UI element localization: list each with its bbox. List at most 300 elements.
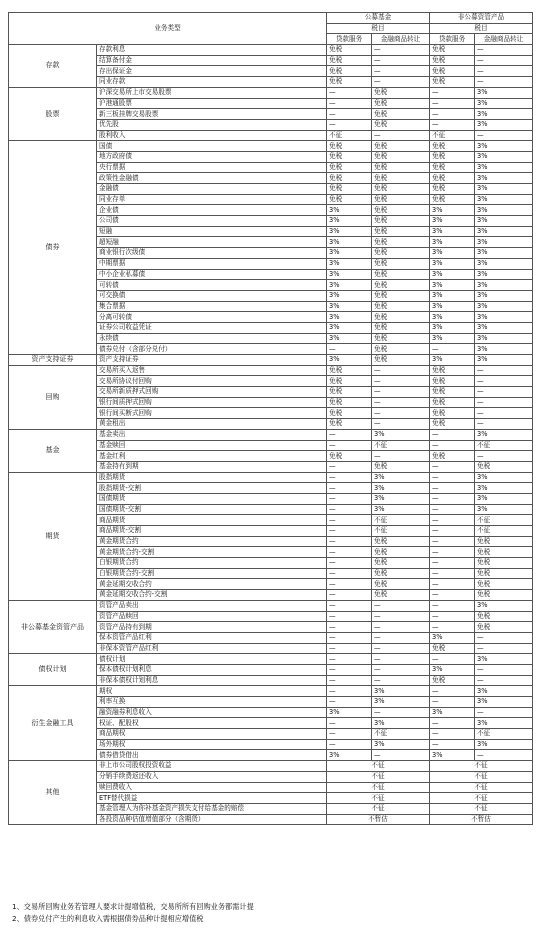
value-cell: 3% (475, 355, 533, 366)
value-cell: — (430, 654, 475, 665)
row-label: 新三板挂牌交易股票 (97, 109, 327, 120)
value-cell: — (327, 632, 372, 643)
value-cell: 3% (475, 248, 533, 259)
value-cell: — (475, 365, 533, 376)
value-cell: — (327, 344, 372, 355)
value-cell: — (372, 664, 430, 675)
value-cell: 免税 (430, 376, 475, 387)
value-cell: — (430, 622, 475, 633)
row-label: 分销手续费返还收入 (97, 771, 327, 782)
value-cell: — (372, 365, 430, 376)
value-cell: 3% (372, 429, 430, 440)
value-cell: — (372, 451, 430, 462)
row-label: 沪港通股票 (97, 98, 327, 109)
value-cell: — (430, 109, 475, 120)
value-cell: 3% (430, 355, 475, 366)
value-cell: 3% (327, 301, 372, 312)
header-tax-item: 税目 (327, 23, 430, 34)
row-label: 中期票据 (97, 258, 327, 269)
value-cell: 免税 (372, 344, 430, 355)
value-cell: — (372, 77, 430, 88)
value-cell: 3% (475, 697, 533, 708)
value-cell: 3% (475, 483, 533, 494)
value-cell: — (430, 472, 475, 483)
value-cell: 3% (430, 248, 475, 259)
header-tax-item: 税目 (430, 23, 533, 34)
value-cell: — (327, 622, 372, 633)
value-cell: 3% (327, 226, 372, 237)
table-row (9, 429, 533, 440)
value-cell: — (430, 558, 475, 569)
row-label: 超短融 (97, 237, 327, 248)
value-cell: 3% (475, 98, 533, 109)
header-loan-service: 贷款服务 (327, 34, 372, 45)
value-cell: 不暂估 (327, 814, 430, 825)
value-cell: 3% (327, 312, 372, 323)
value-cell: — (327, 429, 372, 440)
value-cell: 免税 (327, 66, 372, 77)
value-cell: 免税 (430, 397, 475, 408)
value-cell: 免税 (327, 77, 372, 88)
value-cell: 免税 (372, 237, 430, 248)
value-cell: — (372, 600, 430, 611)
value-cell: 3% (327, 750, 372, 761)
value-cell: 不征 (327, 803, 430, 814)
value-cell: 3% (475, 216, 533, 227)
value-cell: — (430, 440, 475, 451)
row-label: 债券兑付（含部分兑付） (97, 344, 327, 355)
value-cell: — (327, 504, 372, 515)
category-cell: 债券 (9, 141, 97, 355)
row-label: 商业银行次级债 (97, 248, 327, 259)
value-cell: 3% (372, 493, 430, 504)
value-cell: 3% (327, 237, 372, 248)
value-cell: — (327, 547, 372, 558)
value-cell: — (475, 55, 533, 66)
value-cell: — (327, 697, 372, 708)
value-cell: 不征 (430, 130, 475, 141)
value-cell: 3% (475, 226, 533, 237)
row-label: 黄金期货合约 (97, 536, 327, 547)
value-cell: 不征 (430, 761, 533, 772)
row-label: 国债期货-交割 (97, 504, 327, 515)
value-cell: — (430, 87, 475, 98)
value-cell: 3% (475, 173, 533, 184)
value-cell: — (430, 611, 475, 622)
value-cell: — (327, 536, 372, 547)
value-cell: 3% (430, 750, 475, 761)
value-cell: 免税 (372, 216, 430, 227)
value-cell: 免税 (372, 258, 430, 269)
value-cell: 3% (475, 184, 533, 195)
value-cell: 免税 (372, 568, 430, 579)
value-cell: 不征 (475, 515, 533, 526)
value-cell: 不征 (372, 526, 430, 537)
row-label: 交易所买入返售 (97, 365, 327, 376)
row-label: 黄金延期交收合约 (97, 579, 327, 590)
row-label: 优先股 (97, 119, 327, 130)
value-cell: 免税 (372, 355, 430, 366)
value-cell: 免税 (475, 568, 533, 579)
value-cell: — (475, 707, 533, 718)
value-cell: — (327, 729, 372, 740)
row-label: 资管产品持有到期 (97, 622, 327, 633)
value-cell: — (475, 675, 533, 686)
value-cell: 不征 (327, 761, 430, 772)
value-cell: — (327, 590, 372, 601)
value-cell: 3% (372, 697, 430, 708)
table-row (9, 600, 533, 611)
value-cell: — (327, 686, 372, 697)
value-cell: 免税 (372, 322, 430, 333)
row-label: 黄金延期交收合约-交割 (97, 590, 327, 601)
value-cell: 免税 (327, 194, 372, 205)
value-cell: — (475, 376, 533, 387)
row-label: 基金持有到期 (97, 461, 327, 472)
value-cell: 3% (475, 151, 533, 162)
value-cell: — (372, 130, 430, 141)
value-cell: — (430, 526, 475, 537)
value-cell: 免税 (475, 461, 533, 472)
value-cell: — (372, 408, 430, 419)
value-cell: 3% (430, 333, 475, 344)
row-label: 股指期货-交割 (97, 483, 327, 494)
value-cell: — (327, 568, 372, 579)
row-label: 存出保证金 (97, 66, 327, 77)
value-cell: 3% (327, 205, 372, 216)
value-cell: — (475, 632, 533, 643)
category-cell: 其他 (9, 761, 97, 825)
row-label: 利率互换 (97, 697, 327, 708)
row-label: 债券借贷借出 (97, 750, 327, 761)
table-row (9, 472, 533, 483)
value-cell: 不暂估 (430, 814, 533, 825)
value-cell: 3% (327, 322, 372, 333)
value-cell: 免税 (327, 387, 372, 398)
value-cell: 不征 (327, 130, 372, 141)
value-cell: 3% (475, 429, 533, 440)
row-label: 商品期货-交割 (97, 526, 327, 537)
value-cell: 免税 (372, 290, 430, 301)
value-cell: 不征 (430, 793, 533, 804)
header-non-public: 非公募资管产品 (430, 13, 533, 24)
row-label: 场外期权 (97, 739, 327, 750)
value-cell: 免税 (372, 98, 430, 109)
value-cell: 免税 (372, 579, 430, 590)
table-row (9, 141, 533, 152)
value-cell: — (327, 558, 372, 569)
row-label: 黄金租出 (97, 419, 327, 430)
value-cell: 免税 (327, 365, 372, 376)
table-row (9, 365, 533, 376)
row-label: 政策性金融债 (97, 173, 327, 184)
value-cell: 3% (475, 194, 533, 205)
row-label: 保本资管产品红利 (97, 632, 327, 643)
value-cell: 3% (475, 654, 533, 665)
value-cell: — (475, 419, 533, 430)
row-label: 基金红利 (97, 451, 327, 462)
value-cell: — (372, 675, 430, 686)
value-cell: 3% (372, 739, 430, 750)
table-row (9, 45, 533, 56)
value-cell: 3% (430, 216, 475, 227)
value-cell: 3% (475, 600, 533, 611)
value-cell: 3% (372, 483, 430, 494)
row-label: ETF替代损益 (97, 793, 327, 804)
value-cell: 免税 (372, 536, 430, 547)
value-cell: 3% (372, 472, 430, 483)
row-label: 非保本债权计划利息 (97, 675, 327, 686)
row-label: 公司债 (97, 216, 327, 227)
value-cell: — (430, 739, 475, 750)
value-cell: — (372, 45, 430, 56)
value-cell: 免税 (372, 173, 430, 184)
value-cell: 3% (327, 290, 372, 301)
value-cell: — (430, 504, 475, 515)
value-cell: — (372, 632, 430, 643)
header-public-fund: 公募基金 (327, 13, 430, 24)
table-row (9, 87, 533, 98)
value-cell: 免税 (372, 184, 430, 195)
value-cell: 3% (475, 504, 533, 515)
table-row (9, 761, 533, 772)
value-cell: 免税 (430, 675, 475, 686)
category-cell: 债权计划 (9, 654, 97, 686)
value-cell: 不征 (475, 729, 533, 740)
value-cell: 3% (327, 355, 372, 366)
value-cell: — (430, 568, 475, 579)
value-cell: 不征 (430, 771, 533, 782)
value-cell: — (327, 654, 372, 665)
value-cell: 免税 (327, 419, 372, 430)
value-cell: 免税 (430, 408, 475, 419)
value-cell: — (430, 119, 475, 130)
row-label: 可交换债 (97, 290, 327, 301)
row-label: 非上市公司股权投资收益 (97, 761, 327, 772)
value-cell: — (475, 66, 533, 77)
row-label: 分离可转债 (97, 312, 327, 323)
row-label: 可转债 (97, 280, 327, 291)
value-cell: 3% (327, 216, 372, 227)
value-cell: — (372, 387, 430, 398)
row-label: 非保本资管产品红利 (97, 643, 327, 654)
value-cell: — (372, 66, 430, 77)
row-label: 沪深交易所上市交易股票 (97, 87, 327, 98)
value-cell: — (372, 750, 430, 761)
value-cell: 免税 (372, 194, 430, 205)
value-cell: — (430, 686, 475, 697)
row-label: 股指期货 (97, 472, 327, 483)
value-cell: 不征 (372, 515, 430, 526)
value-cell: 免税 (372, 333, 430, 344)
value-cell: — (475, 77, 533, 88)
value-cell: — (327, 119, 372, 130)
value-cell: 免税 (372, 547, 430, 558)
value-cell: 免税 (372, 301, 430, 312)
row-label: 期权 (97, 686, 327, 697)
value-cell: 免税 (327, 173, 372, 184)
category-cell: 回购 (9, 365, 97, 429)
value-cell: 免税 (430, 365, 475, 376)
value-cell: 3% (475, 162, 533, 173)
row-label: 权证、配股权 (97, 718, 327, 729)
value-cell: — (475, 130, 533, 141)
value-cell: 3% (475, 493, 533, 504)
value-cell: 免税 (327, 397, 372, 408)
value-cell: 不征 (475, 526, 533, 537)
value-cell: — (327, 483, 372, 494)
value-cell: 3% (475, 312, 533, 323)
value-cell: 免税 (372, 269, 430, 280)
value-cell: — (327, 579, 372, 590)
value-cell: 免税 (372, 590, 430, 601)
value-cell: 免税 (372, 87, 430, 98)
category-cell: 存款 (9, 45, 97, 88)
row-label: 同业存款 (97, 77, 327, 88)
value-cell: 免税 (372, 141, 430, 152)
value-cell: 不征 (430, 782, 533, 793)
value-cell: — (372, 643, 430, 654)
row-label: 基金管理人为你补基金资产损失支付给基金的赔偿 (97, 803, 327, 814)
value-cell: 3% (475, 344, 533, 355)
value-cell: 免税 (327, 55, 372, 66)
category-cell: 基金 (9, 429, 97, 472)
value-cell: 免税 (475, 547, 533, 558)
value-cell: — (430, 515, 475, 526)
row-label: 结算备付金 (97, 55, 327, 66)
value-cell: 免税 (327, 45, 372, 56)
footnote: 1、交易所回购业务若管理人要求计提增值税，交易所所有回购业务都需计提 (12, 902, 254, 911)
value-cell: 免税 (327, 151, 372, 162)
value-cell: 免税 (327, 376, 372, 387)
value-cell: 免税 (430, 451, 475, 462)
value-cell: — (327, 643, 372, 654)
row-label: 股利收入 (97, 130, 327, 141)
category-cell: 资产支持证券 (9, 355, 97, 366)
value-cell: 免税 (372, 558, 430, 569)
value-cell: 免税 (372, 248, 430, 259)
value-cell: 3% (475, 301, 533, 312)
category-cell: 衍生金融工具 (9, 686, 97, 761)
row-label: 国债期货 (97, 493, 327, 504)
value-cell: 免税 (430, 643, 475, 654)
value-cell: — (475, 750, 533, 761)
value-cell: 免税 (372, 461, 430, 472)
value-cell: 3% (430, 322, 475, 333)
value-cell: — (430, 461, 475, 472)
value-cell: 3% (475, 237, 533, 248)
value-cell: 3% (430, 312, 475, 323)
value-cell: 3% (475, 258, 533, 269)
value-cell: 免税 (430, 77, 475, 88)
value-cell: 3% (430, 707, 475, 718)
row-label: 央行票据 (97, 162, 327, 173)
value-cell: 3% (475, 322, 533, 333)
value-cell: 3% (475, 739, 533, 750)
value-cell: 3% (327, 280, 372, 291)
value-cell: 免税 (372, 119, 430, 130)
value-cell: 3% (475, 119, 533, 130)
value-cell: 不征 (430, 803, 533, 814)
row-label: 同业存单 (97, 194, 327, 205)
value-cell: 3% (475, 87, 533, 98)
row-label: 资管产品赎回 (97, 611, 327, 622)
row-label: 金融债 (97, 184, 327, 195)
value-cell: 免税 (372, 151, 430, 162)
value-cell: 免税 (327, 408, 372, 419)
value-cell: 3% (372, 686, 430, 697)
value-cell: 3% (430, 205, 475, 216)
category-cell: 股票 (9, 87, 97, 140)
row-label: 交易所协议付回购 (97, 376, 327, 387)
value-cell: 3% (372, 718, 430, 729)
value-cell: 3% (475, 205, 533, 216)
value-cell: — (327, 718, 372, 729)
footnotes (12, 901, 254, 925)
value-cell: 3% (475, 141, 533, 152)
row-label: 保本债权计划利息 (97, 664, 327, 675)
value-cell: 免税 (372, 312, 430, 323)
value-cell: 免税 (372, 280, 430, 291)
value-cell: — (475, 45, 533, 56)
value-cell: — (327, 515, 372, 526)
value-cell: 免税 (430, 45, 475, 56)
value-cell: — (327, 461, 372, 472)
table-row (9, 686, 533, 697)
value-cell: 不征 (327, 782, 430, 793)
row-label: 基金卖出 (97, 429, 327, 440)
row-label: 存款利息 (97, 45, 327, 56)
row-label: 中小企业私募债 (97, 269, 327, 280)
value-cell: — (372, 622, 430, 633)
value-cell: 免税 (372, 205, 430, 216)
value-cell: 3% (475, 686, 533, 697)
value-cell: 免税 (372, 162, 430, 173)
row-label: 赎回费收入 (97, 782, 327, 793)
value-cell: — (430, 718, 475, 729)
value-cell: 3% (430, 290, 475, 301)
value-cell: 3% (475, 472, 533, 483)
value-cell: — (430, 600, 475, 611)
value-cell: 3% (327, 258, 372, 269)
row-label: 资产支持证券 (97, 355, 327, 366)
value-cell: — (327, 739, 372, 750)
value-cell: 免税 (430, 387, 475, 398)
value-cell: 不征 (475, 440, 533, 451)
table-row (9, 654, 533, 665)
value-cell: — (327, 611, 372, 622)
value-cell: — (327, 664, 372, 675)
header-loan-service: 贷款服务 (430, 34, 475, 45)
value-cell: 3% (327, 269, 372, 280)
row-label: 白银期货合约-交割 (97, 568, 327, 579)
value-cell: — (327, 600, 372, 611)
value-cell: 免税 (430, 141, 475, 152)
value-cell: — (475, 451, 533, 462)
value-cell: 免税 (430, 184, 475, 195)
value-cell: — (327, 440, 372, 451)
value-cell: — (430, 429, 475, 440)
value-cell: — (430, 344, 475, 355)
value-cell: 免税 (430, 194, 475, 205)
value-cell: 免税 (475, 590, 533, 601)
value-cell: — (372, 55, 430, 66)
value-cell: — (430, 493, 475, 504)
value-cell: — (372, 376, 430, 387)
value-cell: 免税 (430, 151, 475, 162)
row-label: 商品期货 (97, 515, 327, 526)
value-cell: 免税 (327, 184, 372, 195)
